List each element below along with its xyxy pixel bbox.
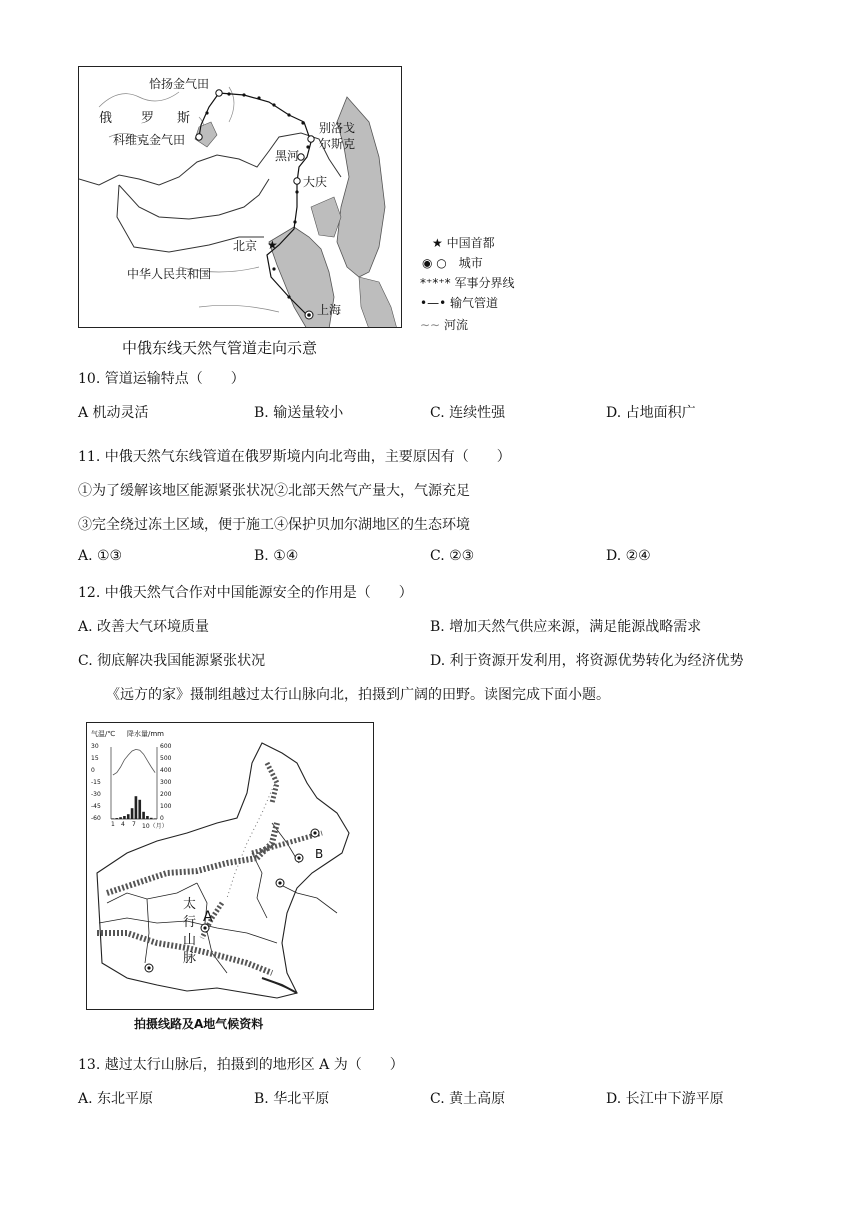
precip-bar-month-10	[146, 816, 149, 819]
climate-left-tick: -15	[91, 779, 101, 786]
climate-left-tick: 30	[91, 743, 99, 750]
label-kovykta: 科维克金气田	[113, 133, 186, 147]
climate-month-tick-7: 7	[132, 821, 136, 828]
climate-month-tick-1: 1	[111, 821, 115, 828]
q12-option-a[interactable]: A. 改善大气环境质量	[78, 619, 210, 635]
pipeline-map-drawing	[79, 67, 402, 328]
pipeline-map-caption: 中俄东线天然气管道走向示意	[122, 339, 318, 357]
climate-left-tick: 0	[91, 767, 95, 774]
label-blagoveshchensk-2: 尔斯克	[319, 137, 356, 151]
label-mai: 脉	[183, 951, 197, 966]
city-marker-icon: ◉ ○	[422, 256, 459, 270]
climate-right-tick: 100	[160, 803, 172, 810]
border-line-icon: *⁺*⁺*	[420, 276, 455, 290]
q10-option-d[interactable]: D. 占地面积广	[606, 405, 696, 421]
precip-bar-month-12	[154, 818, 157, 819]
q12-option-c[interactable]: C. 彻底解决我国能源紧张状况	[78, 653, 266, 669]
label-region-a: A	[203, 909, 213, 925]
climate-right-tick: 500	[160, 755, 172, 762]
climate-left-tick: 15	[91, 755, 99, 762]
river-line-icon: ∼∼	[420, 318, 444, 332]
pipeline-map-legend	[412, 232, 552, 342]
label-daqing: 大庆	[303, 175, 328, 189]
climate-month-tick-10: 10（月）	[142, 823, 168, 830]
precip-bar-month-11	[150, 818, 153, 819]
climate-left-tick: -60	[91, 815, 101, 822]
legend-city: ◉ ○ 城市	[422, 256, 483, 270]
q12-option-b[interactable]: B. 增加天然气供应来源，满足能源战略需求	[430, 619, 702, 635]
q13-option-c[interactable]: C. 黄土高原	[430, 1091, 506, 1107]
precip-bar-month-9	[142, 812, 145, 819]
climate-right-tick: 200	[160, 791, 172, 798]
precip-bar-month-7	[135, 796, 138, 819]
q12-stem: 12. 中俄天然气合作对中国能源安全的作用是（ ）	[78, 585, 413, 601]
q13-option-d[interactable]: D. 长江中下游平原	[606, 1091, 724, 1107]
star-icon: ★	[432, 236, 447, 250]
q13-stem: 13. 越过太行山脉后，拍摄到的地形区 A 为（ ）	[78, 1057, 404, 1073]
q11-option-c[interactable]: C. ②③	[430, 548, 475, 564]
climate-right-tick: 600	[160, 743, 172, 750]
label-russia-1: 俄	[99, 111, 113, 126]
svg-text:★: ★	[267, 238, 278, 252]
label-china: 中华人民共和国	[127, 267, 212, 281]
q10-option-c[interactable]: C. 连续性强	[430, 405, 506, 421]
intro-text: 《远方的家》摄制组越过太行山脉向北，拍摄到广阔的田野。读图完成下面小题。	[106, 687, 610, 703]
label-qiayang: 恰扬金气田	[149, 77, 210, 91]
precip-bar-month-1	[112, 818, 115, 819]
q11-statements-1: ①为了缓解该地区能源紧张状况②北部天然气产量大，气源充足	[78, 483, 470, 499]
q12-option-d[interactable]: D. 利于资源开发利用，将资源优势转化为经济优势	[430, 653, 744, 669]
precip-bar-month-4	[123, 816, 126, 819]
climate-left-tick: -30	[91, 791, 101, 798]
q11-option-a[interactable]: A. ①③	[78, 548, 123, 564]
pipeline-map	[78, 66, 402, 328]
q10-option-a[interactable]: A 机动灵活	[78, 405, 149, 421]
label-russia-3: 斯	[177, 111, 191, 126]
q11-option-d[interactable]: D. ②④	[606, 548, 651, 564]
legend-border: *⁺*⁺* 军事分界线	[420, 276, 515, 290]
q11-statements-2: ③完全绕过冻土区域，便于施工④保护贝加尔湖地区的生态环境	[78, 517, 470, 533]
precip-bar-month-2	[115, 818, 118, 819]
q11-stem: 11. 中俄天然气东线管道在俄罗斯境内向北弯曲，主要原因有（ ）	[78, 449, 511, 465]
label-tai: 太	[183, 897, 197, 912]
climate-temp-title: 气温/℃	[91, 730, 116, 738]
label-hang: 行	[183, 915, 197, 930]
label-region-b: B	[315, 847, 324, 861]
precip-bar-month-5	[127, 814, 130, 819]
label-russia-2: 罗	[141, 111, 155, 126]
route-map-caption: 拍摄线路及A地气候资料	[134, 1017, 264, 1031]
climate-right-tick: 400	[160, 767, 172, 774]
climate-rain-title: 降水量/mm	[127, 730, 164, 738]
q11-option-b[interactable]: B. ①④	[254, 548, 299, 564]
climate-right-tick: 300	[160, 779, 172, 786]
legend-capital: ★ 中国首都	[432, 236, 495, 250]
label-heihe: 黑河	[275, 149, 300, 163]
q10-option-b[interactable]: B. 输送量较小	[254, 405, 344, 421]
label-shanghai: 上海	[317, 303, 342, 317]
pipeline-line-icon: •—•	[420, 296, 450, 310]
route-map-drawing	[87, 723, 374, 1010]
precip-bar-month-3	[119, 817, 122, 819]
climate-left-tick: -45	[91, 803, 101, 810]
label-beijing: 北京	[233, 239, 258, 253]
route-map	[86, 722, 374, 1010]
legend-river: ∼∼ 河流	[420, 318, 468, 332]
q13-option-a[interactable]: A. 东北平原	[78, 1091, 154, 1107]
q13-option-b[interactable]: B. 华北平原	[254, 1091, 330, 1107]
precip-bar-month-6	[131, 808, 134, 819]
legend-pipeline: •—• 输气管道	[420, 296, 498, 310]
q10-stem: 10. 管道运输特点（ ）	[78, 371, 245, 387]
label-shan: 山	[183, 933, 197, 948]
precip-bar-month-8	[138, 800, 141, 819]
label-blagoveshchensk-1: 别洛戈	[319, 121, 356, 135]
climate-right-tick: 0	[160, 815, 164, 822]
climate-month-tick-4: 4	[121, 821, 125, 828]
